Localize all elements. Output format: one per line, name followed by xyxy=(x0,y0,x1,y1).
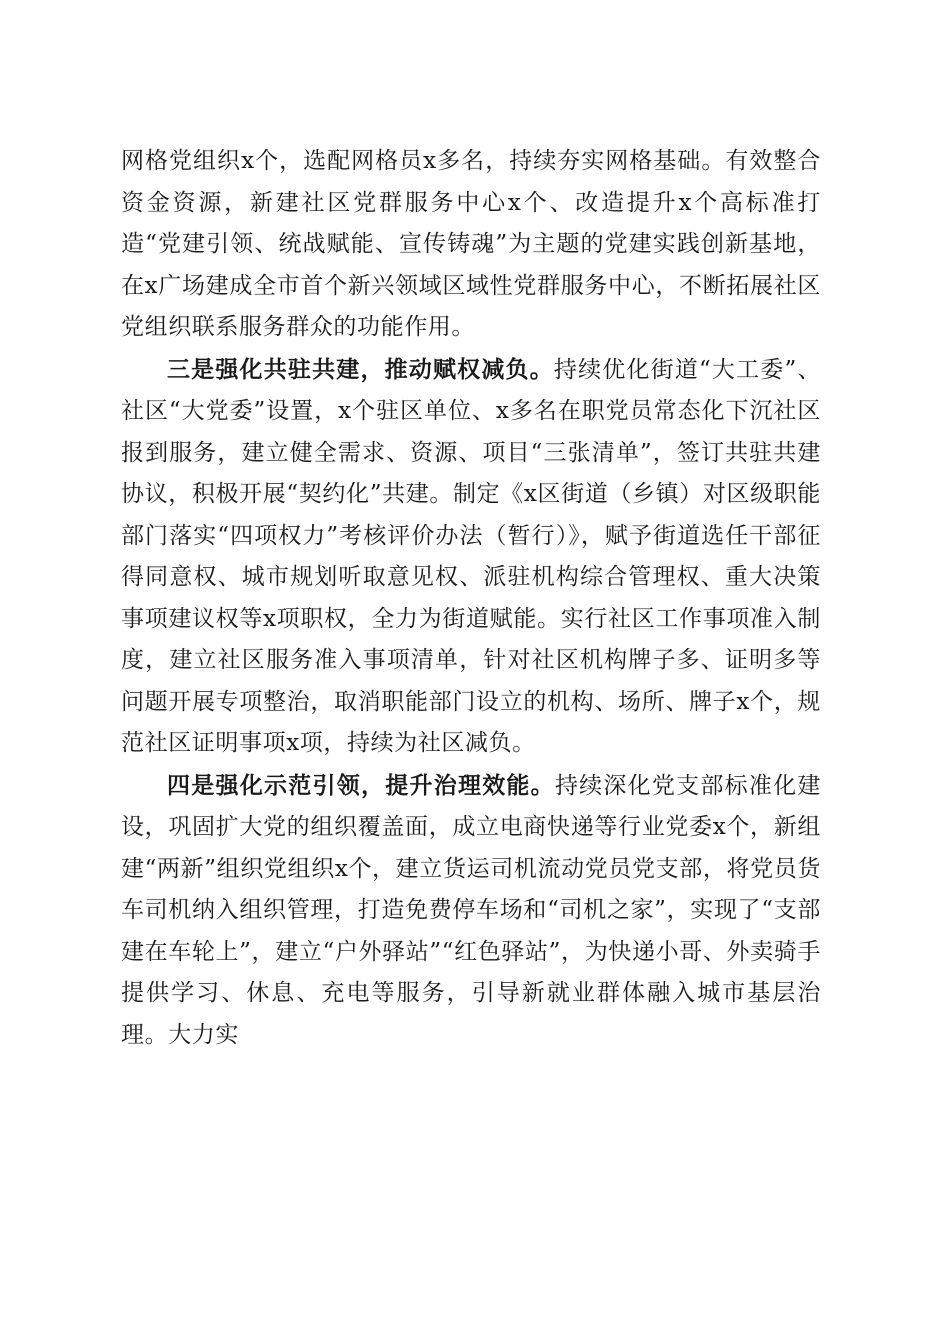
paragraph-text: 持续深化党支部标准化建设，巩固扩大党的组织覆盖面，成立电商快递等行业党委x个，新组建“两新”组织党组织x个，建立货运司机流动党员党支部，将党员货车司机纳入组织管理，打造免费停车场和“司机之家”，实现了“支部建在车轮上”，建立“户外驿站”“红色驿站”，为快递小哥、外卖骑手提供学习、休息、充电等服务，引导新就业群体融入城市基层治理。大力实 xyxy=(121,772,821,1048)
paragraph-four xyxy=(121,765,821,1057)
document-body xyxy=(121,141,821,1056)
paragraph-text: 网格党组织x个，选配网格员x多名，持续夯实网格基础。有效整合资金资源，新建社区党群服务中心x个、改造提升x个高标准打造“党建引领、统战赋能、宣传铸魂”为主题的党建实践创新基地，在x广场建成全市首个新兴领域区域性党群服务中心，不断拓展社区党组织联系服务群众的功能作用。 xyxy=(121,148,821,340)
paragraph-text: 持续优化街道“大工委”、社区“大党委”设置，x个驻区单位、x多名在职党员常态化下沉社区报到服务，建立健全需求、资源、项目“三张清单”，签订共驻共建协议，积极开展“契约化”共建。制定《x区街道（乡镇）对区级职能部门落实“四项权力”考核评价办法（暂行）》，赋予街道选任干部征得同意权、城市规划听取意见权、派驻机构综合管理权、重大决策事项建议权等x项职权，全力为街道赋能。实行社区工作事项准入制度，建立社区服务准入事项清单，针对社区机构牌子多、证明多等问题开展专项整治，取消职能部门设立的机构、场所、牌子x个，规范社区证明事项x项，持续为社区减负。 xyxy=(121,356,821,756)
paragraph-continuation xyxy=(121,141,821,349)
paragraph-lead-heading: 四是强化示范引领，提升治理效能。 xyxy=(167,771,555,799)
paragraph-three xyxy=(121,349,821,765)
paragraph-lead-heading: 三是强化共驻共建，推动赋权减负。 xyxy=(167,355,554,383)
